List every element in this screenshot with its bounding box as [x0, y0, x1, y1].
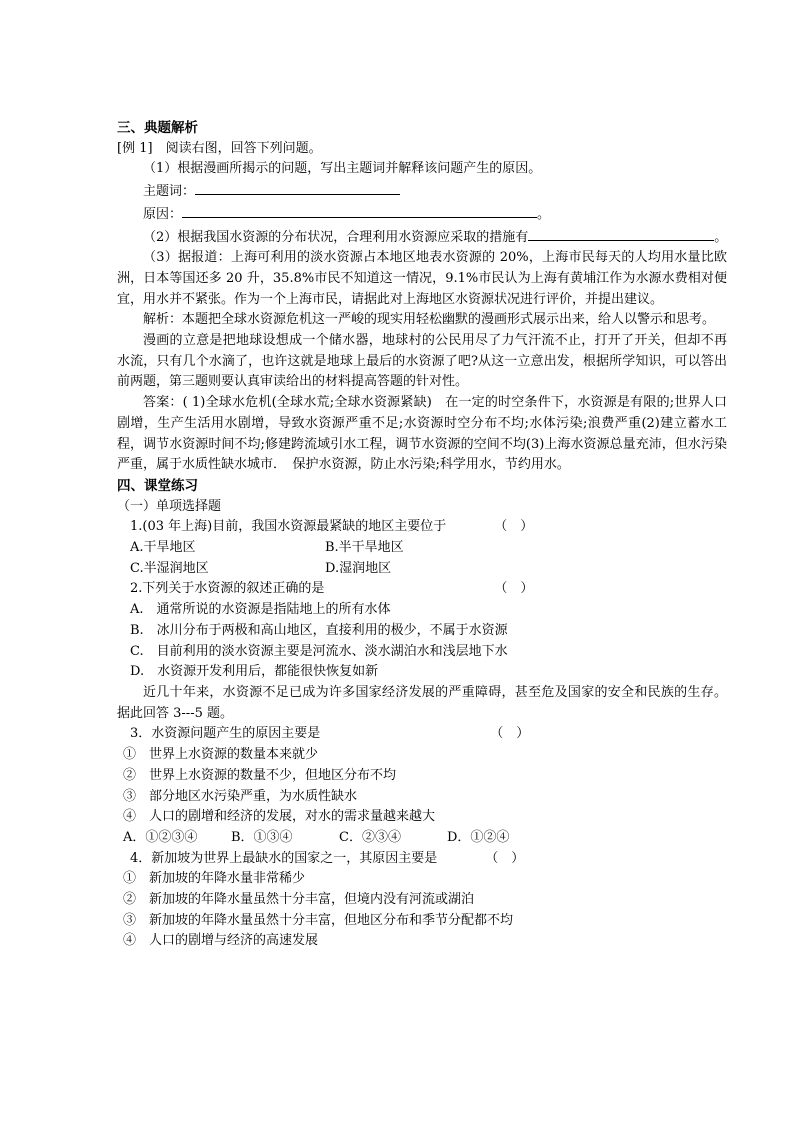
mc-options-row [117, 828, 727, 849]
list-item: ③ 部分地区水污染严重，为水质性缺水 [123, 788, 358, 804]
option-c[interactable]: C. 目前利用的淡水资源主要是河流水、淡水湖泊水和浅层地下水 [130, 643, 508, 659]
list-item: ① 世界上水资源的数量本来就少 [123, 747, 319, 763]
list-item: ② 世界上水资源的数量不少，但地区分布不均 [123, 767, 397, 783]
theme-blank[interactable] [195, 180, 400, 195]
mc-question-1-stem: 1.(03 年上海)目前，我国水资源最紧缺的地区主要位于 [130, 519, 447, 535]
option-c[interactable]: C．②③④ [339, 829, 401, 845]
question-3: （3）据报道：上海可利用的淡水资源占本地区地表水资源的 20%，上海市民每天的人均用水量比欧洲，日本等国还多 20 升，35.8%市民不知道这一情况，9.1%市民认为上海有黄埔江作为水源水费相对便宜，用水并不紧张。作为一个上海市民，请据此对上海地区水资源状况进行评价，并提出建议。 [117, 250, 727, 307]
mc-question-3-stem: 3．水资源问题产生的原因主要是 [130, 726, 321, 742]
answer-parens[interactable]: （ ） [494, 581, 534, 597]
list-item: ① 新加坡的年降水量非常稀少 [123, 871, 306, 887]
option-a[interactable]: A.干旱地区 [130, 540, 196, 556]
reason-end: 。 [537, 206, 551, 222]
subsection-heading: （一）单项选择题 [117, 498, 222, 514]
question-2-end: 。 [714, 229, 728, 245]
question-1: （1）根据漫画所揭示的问题，写出主题词并解释该问题产生的原因。 [143, 161, 542, 177]
example-intro [117, 139, 727, 160]
answer-parens[interactable]: （ ） [494, 519, 534, 535]
mc-question-2-stem: 2.下列关于水资源的叙述正确的是 [130, 581, 325, 597]
mc-question-2 [117, 579, 727, 600]
question-2 [117, 226, 727, 249]
option-d[interactable]: D. 水资源开发利用后，都能很快恢复如新 [130, 664, 379, 680]
intro-questions-3-5: 近几十年来，水资源不足已成为许多国家经济发展的严重障碍，甚至危及国家的安全和民族的生存。据此回答 3---5 题。 [117, 684, 727, 721]
option-a[interactable]: A. 通常所说的水资源是指陆地上的所有水体 [130, 602, 391, 618]
answer-paragraph: 答案：( 1)全球水危机(全球水荒;全球水资源紧缺) 在一定的时空条件下，水资源是有限的;世界人口剧增，生产生活用水剧增，导致水资源严重不足;水资源时空分布不均;水体污染;浪费严重(2)建立蓄水工程，调节水资源时间不均;修建跨流域引水工程，调节水资源的空间不均(3)上海水资源总量充沛，但水污染严重，属于水质性缺水城市． 保护水资源，防止水污染;科学用水，节约用水。 [117, 395, 727, 473]
question-2-text: （2）根据我国水资源的分布状况，合理利用水资源应采取的措施有 [143, 229, 529, 245]
list-item: ③ 新加坡的年降水量虽然十分丰富，但地区分布和季节分配都不均 [123, 912, 514, 928]
reason-line [117, 203, 727, 226]
analysis-paragraph-1: 解析：本题把全球水资源危机这一严峻的现实用轻松幽默的漫画形式展示出来，给人以警示和思考。 [143, 312, 716, 328]
theme-line [117, 180, 727, 203]
mc-question-3 [117, 724, 727, 745]
option-c[interactable]: C.半湿润地区 [130, 560, 209, 576]
section-heading-4: 四、课堂练习 [117, 477, 198, 494]
reason-label: 原因： [143, 206, 183, 222]
list-item: ④ 人口的剧增和经济的发展，对水的需求量越来越大 [123, 809, 436, 825]
option-b[interactable]: B．①③④ [231, 829, 293, 845]
mc-question-4-stem: 4．新加坡为世界上最缺水的国家之一，其原因主要是 [130, 850, 438, 866]
analysis-paragraph-2: 漫画的立意是把地球设想成一个储水器，地球村的公民用尽了力气汗流不止，打开了开关，但却不再水流，只有几个水滴了，也许这就是地球上最后的水资源了吧?从这一立意出发，根据所学知识，可以答出前两题，第三题则要认真审读给出的材料提高答题的针对性。 [117, 333, 727, 390]
mc-question-1 [117, 517, 727, 538]
answer-parens[interactable]: （ ） [490, 726, 530, 742]
document-page [117, 118, 727, 952]
mc-options-row [117, 559, 727, 580]
theme-label: 主题词： [143, 184, 196, 200]
answer-parens[interactable]: （ ） [485, 850, 525, 866]
option-a[interactable]: A．①②③④ [123, 829, 198, 845]
example-intro-text: 阅读右图，回答下列问题。 [165, 140, 322, 156]
measures-blank[interactable] [528, 226, 714, 241]
example-label: [例 1] [117, 140, 153, 156]
mc-options-row [117, 538, 727, 559]
option-d[interactable]: D．①②④ [447, 829, 510, 845]
option-d[interactable]: D.湿润地区 [325, 560, 392, 576]
option-b[interactable]: B.半干旱地区 [325, 540, 404, 556]
list-item: ④ 人口的剧增与经济的高速发展 [123, 933, 319, 949]
section-heading-3: 三、典题解析 [117, 120, 198, 136]
list-item: ② 新加坡的年降水量虽然十分丰富，但境内没有河流或湖泊 [123, 892, 475, 908]
mc-question-4 [117, 849, 727, 870]
reason-blank[interactable] [182, 203, 537, 218]
option-b[interactable]: B. 冰川分布于两极和高山地区，直接利用的极少，不属于水资源 [130, 622, 508, 638]
